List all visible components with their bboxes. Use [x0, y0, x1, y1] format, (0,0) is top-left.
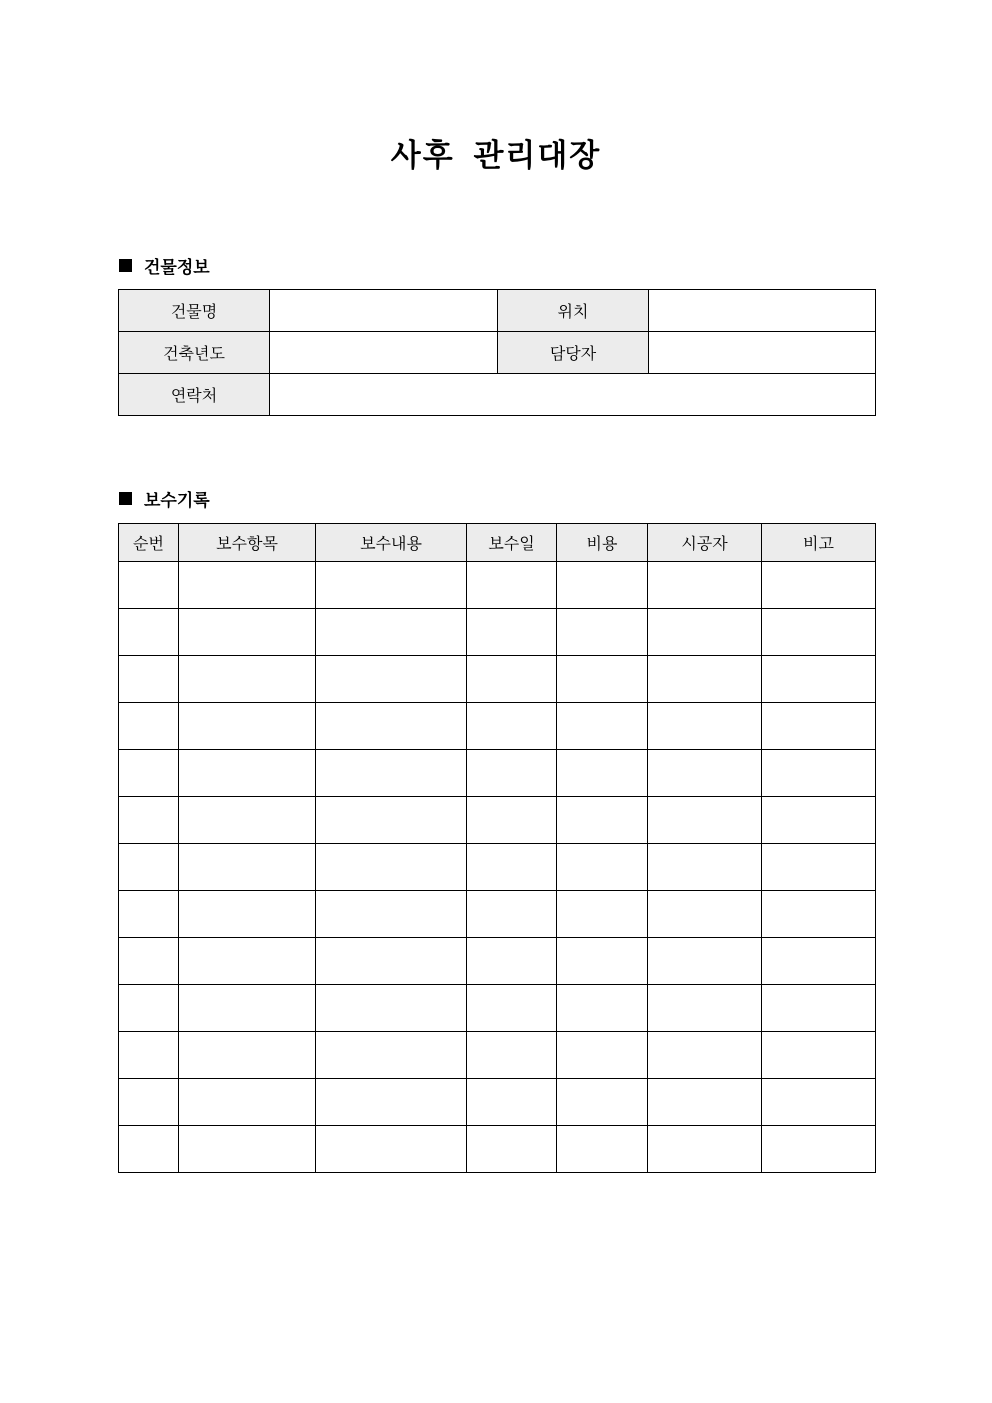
repair-date-cell[interactable] [467, 703, 557, 750]
contact-label: 연락처 [119, 374, 270, 416]
table-row [119, 609, 876, 656]
cost-cell[interactable] [557, 1126, 648, 1173]
building-info-table [118, 289, 876, 416]
column-header-remarks: 비고 [762, 524, 876, 562]
location-label: 위치 [498, 290, 649, 332]
repair-item-cell[interactable] [179, 844, 316, 891]
square-bullet-icon [119, 259, 132, 272]
repair-item-cell[interactable] [179, 985, 316, 1032]
remarks-cell[interactable] [762, 609, 876, 656]
repair-details-cell[interactable] [316, 703, 467, 750]
repair-item-cell[interactable] [179, 1126, 316, 1173]
cost-cell[interactable] [557, 985, 648, 1032]
repair-details-cell[interactable] [316, 1032, 467, 1079]
column-header-repair-date: 보수일 [467, 524, 557, 562]
remarks-cell[interactable] [762, 1079, 876, 1126]
building-name-label: 건물명 [119, 290, 270, 332]
repair-record-table [118, 523, 876, 1173]
repair-table-header-row [119, 524, 876, 562]
cost-cell[interactable] [557, 1032, 648, 1079]
repair-details-cell[interactable] [316, 891, 467, 938]
table-row [119, 1126, 876, 1173]
cost-cell[interactable] [557, 703, 648, 750]
repair-date-cell[interactable] [467, 656, 557, 703]
contractor-cell[interactable] [648, 562, 762, 609]
contractor-cell[interactable] [648, 609, 762, 656]
repair-details-cell[interactable] [316, 1126, 467, 1173]
contractor-cell[interactable] [648, 1079, 762, 1126]
column-header-repair-details: 보수내용 [316, 524, 467, 562]
column-header-cost: 비용 [557, 524, 648, 562]
table-row [119, 656, 876, 703]
table-row [119, 844, 876, 891]
cost-cell[interactable] [557, 750, 648, 797]
number-cell[interactable] [119, 750, 179, 797]
manager-field[interactable] [649, 332, 876, 374]
repair-item-cell[interactable] [179, 703, 316, 750]
remarks-cell[interactable] [762, 656, 876, 703]
number-cell[interactable] [119, 609, 179, 656]
remarks-cell[interactable] [762, 1032, 876, 1079]
manager-label: 담당자 [498, 332, 649, 374]
repair-date-cell[interactable] [467, 938, 557, 985]
contractor-cell[interactable] [648, 656, 762, 703]
repair-date-cell[interactable] [467, 750, 557, 797]
remarks-cell[interactable] [762, 1126, 876, 1173]
contractor-cell[interactable] [648, 985, 762, 1032]
table-row [119, 797, 876, 844]
construction-year-label: 건축년도 [119, 332, 270, 374]
remarks-cell[interactable] [762, 938, 876, 985]
contact-field[interactable] [270, 374, 876, 416]
repair-date-cell[interactable] [467, 1079, 557, 1126]
remarks-cell[interactable] [762, 891, 876, 938]
repair-date-cell[interactable] [467, 562, 557, 609]
repair-details-cell[interactable] [316, 938, 467, 985]
number-cell[interactable] [119, 985, 179, 1032]
repair-date-cell[interactable] [467, 1126, 557, 1173]
contractor-cell[interactable] [648, 703, 762, 750]
remarks-cell[interactable] [762, 985, 876, 1032]
cost-cell[interactable] [557, 609, 648, 656]
contractor-cell[interactable] [648, 844, 762, 891]
number-cell[interactable] [119, 844, 179, 891]
repair-date-cell[interactable] [467, 797, 557, 844]
contractor-cell[interactable] [648, 1032, 762, 1079]
cost-cell[interactable] [557, 797, 648, 844]
repair-date-cell[interactable] [467, 985, 557, 1032]
column-header-repair-item: 보수항목 [179, 524, 316, 562]
building-info-heading-text: 건물정보 [144, 257, 210, 278]
repair-item-cell[interactable] [179, 1079, 316, 1126]
repair-item-cell[interactable] [179, 797, 316, 844]
repair-date-cell[interactable] [467, 609, 557, 656]
repair-item-cell[interactable] [179, 609, 316, 656]
repair-details-cell[interactable] [316, 562, 467, 609]
cost-cell[interactable] [557, 891, 648, 938]
repair-details-cell[interactable] [316, 656, 467, 703]
repair-item-cell[interactable] [179, 938, 316, 985]
repair-item-cell[interactable] [179, 891, 316, 938]
table-row [119, 562, 876, 609]
location-field[interactable] [649, 290, 876, 332]
table-row [119, 938, 876, 985]
building-info-row [119, 374, 876, 416]
repair-table-body [119, 562, 876, 1173]
table-row [119, 750, 876, 797]
repair-details-cell[interactable] [316, 1079, 467, 1126]
remarks-cell[interactable] [762, 844, 876, 891]
table-row [119, 985, 876, 1032]
contractor-cell[interactable] [648, 797, 762, 844]
repair-item-cell[interactable] [179, 562, 316, 609]
document-title: 사후 관리대장 [390, 138, 602, 174]
column-header-contractor: 시공자 [648, 524, 762, 562]
contractor-cell[interactable] [648, 938, 762, 985]
table-row [119, 703, 876, 750]
square-bullet-icon [119, 492, 132, 505]
table-row [119, 891, 876, 938]
repair-item-cell[interactable] [179, 1032, 316, 1079]
number-cell[interactable] [119, 562, 179, 609]
number-cell[interactable] [119, 891, 179, 938]
repair-record-heading [119, 486, 210, 510]
building-info-row [119, 290, 876, 332]
repair-date-cell[interactable] [467, 891, 557, 938]
repair-details-cell[interactable] [316, 609, 467, 656]
cost-cell[interactable] [557, 844, 648, 891]
remarks-cell[interactable] [762, 750, 876, 797]
cost-cell[interactable] [557, 938, 648, 985]
repair-record-heading-text: 보수기록 [144, 490, 210, 511]
number-cell[interactable] [119, 656, 179, 703]
number-cell[interactable] [119, 1079, 179, 1126]
cost-cell[interactable] [557, 562, 648, 609]
repair-item-cell[interactable] [179, 750, 316, 797]
repair-details-cell[interactable] [316, 985, 467, 1032]
repair-date-cell[interactable] [467, 844, 557, 891]
number-cell[interactable] [119, 703, 179, 750]
contractor-cell[interactable] [648, 750, 762, 797]
remarks-cell[interactable] [762, 562, 876, 609]
number-cell[interactable] [119, 1032, 179, 1079]
building-info-heading [119, 253, 210, 277]
repair-item-cell[interactable] [179, 656, 316, 703]
column-header-number: 순번 [119, 524, 179, 562]
remarks-cell[interactable] [762, 797, 876, 844]
building-name-field[interactable] [270, 290, 498, 332]
repair-details-cell[interactable] [316, 750, 467, 797]
number-cell[interactable] [119, 938, 179, 985]
repair-details-cell[interactable] [316, 844, 467, 891]
repair-details-cell[interactable] [316, 797, 467, 844]
number-cell[interactable] [119, 1126, 179, 1173]
contractor-cell[interactable] [648, 1126, 762, 1173]
building-info-row [119, 332, 876, 374]
construction-year-field[interactable] [270, 332, 498, 374]
cost-cell[interactable] [557, 1079, 648, 1126]
cost-cell[interactable] [557, 656, 648, 703]
remarks-cell[interactable] [762, 703, 876, 750]
contractor-cell[interactable] [648, 891, 762, 938]
repair-date-cell[interactable] [467, 1032, 557, 1079]
number-cell[interactable] [119, 797, 179, 844]
table-row [119, 1079, 876, 1126]
table-row [119, 1032, 876, 1079]
